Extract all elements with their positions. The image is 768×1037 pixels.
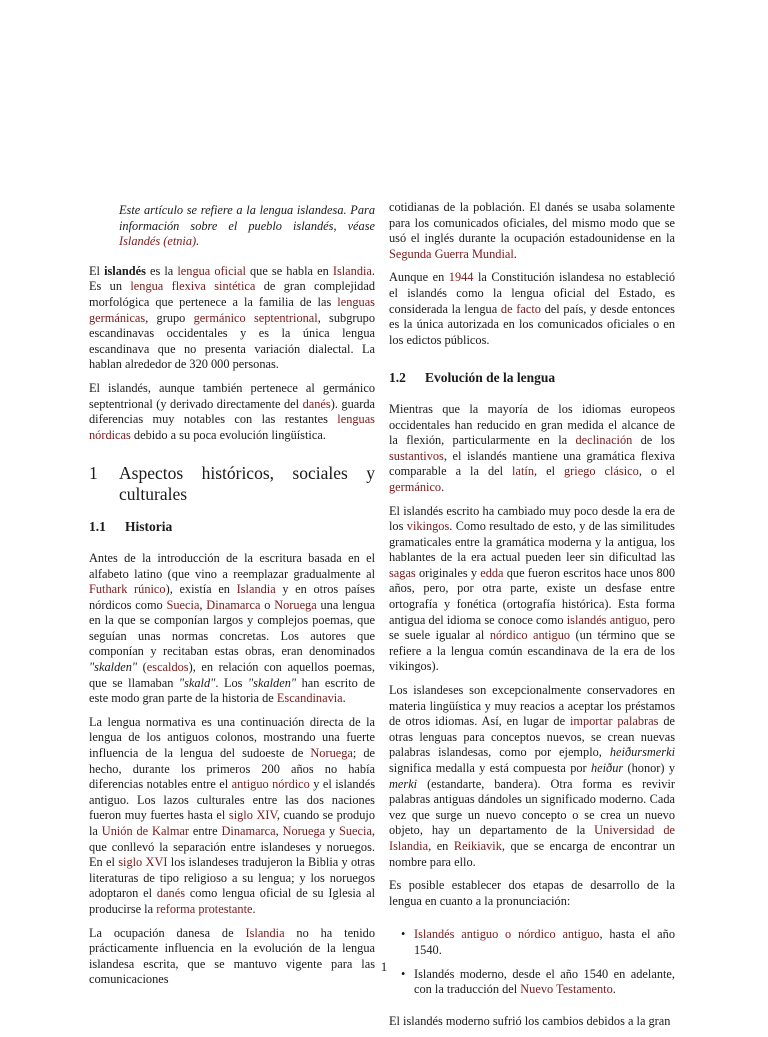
evolucion-paragraph-2: El islandés escrito ha cambiado muy poco desde la era de los vikingos. Como resultado de esto, y de las similitudes gramaticales entre la gramática moderna y la antigua, los hablantes de la era actual pueden leer sin dificultad las sagas originales y edda que fueron escritos hace unos 800 años, pero, por otra parte, existe un desfase entre ortografía y fonética (ortografía histórica). Esta forma antigua del idioma se conoce como islandés antiguo, pero se suele igualar al nórdico antiguo (un término que se refiere a la lengua común escandinava de la era de los vikingos). <box>389 503 676 674</box>
link-union-kalmar[interactable]: Unión de Kalmar <box>101 824 190 838</box>
link-latin[interactable]: latín <box>512 464 534 479</box>
list-item: • Islandés moderno, desde el año 1540 en adelante, con la traducción del Nuevo Testamento. <box>401 966 675 997</box>
link-islandes-antiguo-nordico[interactable]: Islandés antiguo o nórdico antiguo <box>414 927 600 942</box>
link-reikiavik[interactable]: Reikiavik <box>453 838 502 853</box>
evolucion-paragraph-1: Mientras que la mayoría de los idiomas europeos occidentales han reducido en gran medida el alcance de la flexión, particularmente en la declinación de los sustantivos, el islandés mantiene una gramática flexiva comparable a la del latín, el griego clásico, o el germánico. <box>389 401 675 494</box>
link-lenguas-nordicas[interactable]: lenguas nórdicas <box>89 412 375 442</box>
left-column <box>89 200 375 996</box>
link-sagas[interactable]: sagas <box>389 565 416 580</box>
link-vikingos[interactable]: vikingos <box>406 519 450 534</box>
subsection-number: 1.1 <box>89 519 106 535</box>
link-danes[interactable]: danés <box>156 886 186 901</box>
link-edda[interactable]: edda <box>480 565 504 580</box>
link-germanico[interactable]: germánico <box>389 479 442 494</box>
link-escaldos[interactable]: escaldos <box>146 660 189 675</box>
link-griego-clasico[interactable]: griego clásico <box>564 464 639 479</box>
link-importar-palabras[interactable]: importar palabras <box>569 714 659 729</box>
link-germanico-septentrional[interactable]: germánico septentrional <box>193 310 318 325</box>
term-islandes: islandés <box>104 263 146 278</box>
disambiguation-note: Este artículo se refiere a la lengua islandesa. Para información sobre el pueblo islandés, véase Islandés (etnia). <box>119 203 375 249</box>
subsection-title: Historia <box>125 519 173 535</box>
evolucion-paragraph-5: El islandés moderno sufrió los cambios debidos a la gran <box>389 1013 671 1028</box>
link-islandia[interactable]: Islandia <box>245 925 285 940</box>
link-danes[interactable]: danés <box>302 396 331 411</box>
link-noruega[interactable]: Noruega <box>282 824 326 838</box>
link-1944[interactable]: 1944 <box>448 270 474 285</box>
link-nuevo-testamento[interactable]: Nuevo Testamento <box>520 982 613 997</box>
link-islandes-antiguo[interactable]: islandés antiguo <box>566 612 647 627</box>
evolucion-paragraph-3: Los islandeses son excepcionalmente conservadores en materia lingüística y muy reacios a aceptar los préstamos de otros idiomas. Así, en lugar de importar palabras de otras lenguas para conceptos nuevos, se crean nuevas palabras islandesas, como por ejemplo, heiðursmerki significa medalla y está compuesta por heiður (honor) y merki (estandarte, bandera). Otra forma es revivir palabras antiguas dándoles un significado moderno. Cada vez que surge un nuevo concepto o se crea un nuevo objeto, hay un departamento de la Universidad de Islandia, en Reikiavik, que se encarga de encontrar un nombre para ello. <box>389 683 675 869</box>
link-suecia[interactable]: Suecia <box>339 824 372 838</box>
section-heading-aspectos <box>89 463 375 505</box>
link-universidad-islandia[interactable]: Universidad de Islandia <box>389 823 675 853</box>
link-dinamarca[interactable]: Dinamarca <box>206 597 261 612</box>
link-noruega[interactable]: Noruega <box>310 746 353 761</box>
subsection-title: Evolución de la lengua <box>425 370 556 386</box>
evolucion-paragraph-4: Es posible establecer dos etapas de desarrollo de la lengua en cuanto a la pronunciación: <box>389 878 675 908</box>
historia-paragraph-3: La ocupación danesa de Islandia no ha tenido prácticamente influencia en la evolución de la lengua islandesa escrita, que se mantuvo vigente para las comunicaciones <box>89 925 376 987</box>
bullet-icon: • <box>401 966 406 981</box>
historia-paragraph-4: Aunque en 1944 la Constitución islandesa no estableció el islandés como la lengua oficial del Estado, es considerada la lengua de facto del país, y desde entonces es la única autorizada en los comunicados oficiales o en los edictos públicos. <box>389 270 676 347</box>
section-number: 1 <box>89 463 98 484</box>
intro-paragraph-2: El islandés, aunque también pertenece al germánico septentrional (y derivado directamente del danés). guarda diferencias muy notables con las restantes lenguas nórdicas debido a su poca evolución lingüística. <box>89 380 375 442</box>
link-noruega[interactable]: Noruega <box>274 597 317 612</box>
link-islandia[interactable]: Islandia <box>332 263 372 278</box>
subsection-heading-historia <box>89 519 375 535</box>
link-de-facto[interactable]: de facto <box>500 301 541 316</box>
list-item: • Islandés antiguo o nórdico antiguo, hasta el año 1540. <box>401 927 675 957</box>
link-segunda-guerra-mundial[interactable]: Segunda Guerra Mundial <box>389 246 514 261</box>
link-escandinavia[interactable]: Escandinavia <box>276 691 343 706</box>
link-islandes-etnia[interactable]: Islandés (etnia) <box>119 234 197 249</box>
link-futhark[interactable]: Futhark rúnico <box>89 582 166 597</box>
link-siglo-xiv[interactable]: siglo XIV <box>228 808 277 823</box>
link-reforma-protestante[interactable]: reforma protestante <box>156 901 253 916</box>
link-lengua-flexiva[interactable]: lengua flexiva sintética <box>130 279 256 294</box>
bullet-icon: • <box>401 927 406 942</box>
historia-paragraph-2: La lengua normativa es una continuación directa de la lengua de los antiguos colonos, mostrando una fuerte influencia de la lengua del sudoeste de Noruega; de hecho, durante los primeros 200 años no había diferencias notables entre el antiguo nórdico y el islandés antiguo. Los lazos culturales entre las dos naciones fueron muy fuertes hasta el siglo XIV, cuando se produjo la Unión de Kalmar entre Dinamarca, Noruega y Suecia, que conllevó la separación entre islandeses y noruegos. En el siglo XVI los islandeses tradujeron la Biblia y otras literaturas de tipo religioso a su lengua; y los noruegos adoptaron el danés como lengua oficial de su Iglesia al producirse la reforma protestante. <box>89 714 376 916</box>
page-number: 1 <box>380 959 388 974</box>
link-lengua-oficial[interactable]: lengua oficial <box>177 263 246 278</box>
section-title: Aspectos históricos, sociales y culturales <box>119 463 375 505</box>
historia-paragraph-3-cont: cotidianas de la población. El danés se usaba solamente para los comunicados oficiales, del mismo modo que se usó el inglés durante la ocupación estadounidense en la Segunda Guerra Mundial. <box>389 200 675 261</box>
right-column <box>389 200 675 1037</box>
link-declinacion[interactable]: declinación <box>575 433 633 448</box>
intro-paragraph: El islandés es la lengua oficial que se habla en Islandia. Es un lengua flexiva sintética de gran complejidad morfológica que pertenece a la familia de las lenguas germánicas, grupo germánico septentrional, subgrupo escandinavas occidentales y es la única lengua escandinava que no presenta variación dialectal. La hablan alrededor de 320 000 personas. <box>89 263 376 372</box>
subsection-number: 1.2 <box>389 370 406 386</box>
link-sustantivos[interactable]: sustantivos <box>389 448 444 463</box>
link-dinamarca[interactable]: Dinamarca <box>221 824 276 838</box>
historia-paragraph-1: Antes de la introducción de la escritura basada en el alfabeto latino (que vino a reemplazar gradualmente al Futhark rúnico), existía en Islandia y en otros países nórdicos como Suecia, Dinamarca o Noruega una lengua en la que se componían largos y complejos poemas, que seguían unas normas concretas. Los autores que componían y recitaban estas obras, eran denominados "skalden" (escaldos), en relación con aquellos poemas, que se llamaban "skald". Los "skalden" han escrito de este modo gran parte de la historia de Escandinavia. <box>89 550 376 706</box>
link-suecia[interactable]: Suecia <box>166 597 200 612</box>
link-nordico-antiguo[interactable]: nórdico antiguo <box>489 628 571 643</box>
link-lenguas-germanicas[interactable]: lenguas germánicas <box>89 294 375 325</box>
link-siglo-xvi[interactable]: siglo XVI <box>118 855 168 870</box>
link-islandia[interactable]: Islandia <box>236 582 276 597</box>
link-antiguo-nordico[interactable]: antiguo nórdico <box>231 777 310 792</box>
subsection-heading-evolucion <box>389 370 675 386</box>
